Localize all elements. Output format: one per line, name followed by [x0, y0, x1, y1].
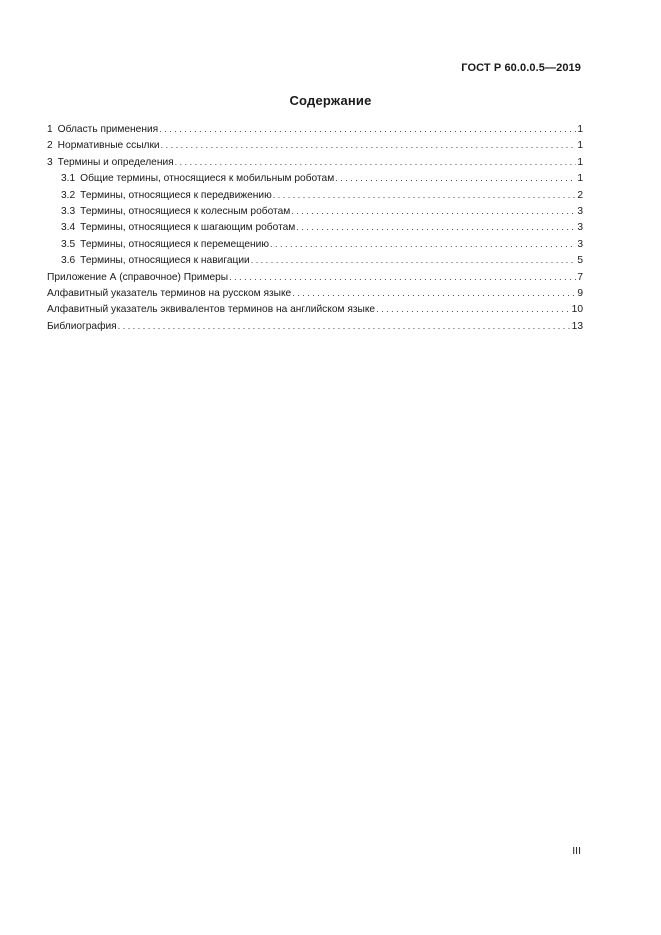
dot-leader: [175, 154, 577, 170]
toc-entry-number: 3.3: [61, 205, 76, 217]
document-code: ГОСТ Р 60.0.0.5—2019: [461, 62, 581, 74]
dot-leader: [161, 137, 577, 153]
toc-entry-label: Область применения: [57, 124, 159, 135]
toc-entry-label: Термины, относящиеся к перемещению: [80, 238, 270, 250]
toc-entry-label: Термины, относящиеся к передвижению: [80, 189, 272, 201]
dot-leader: [296, 219, 576, 235]
page-number: III: [572, 845, 581, 857]
dot-leader: [292, 285, 576, 301]
toc-entry-page: 1: [577, 124, 583, 135]
toc-entry-bibliography[interactable]: [47, 318, 583, 334]
toc-entry-page: 1: [577, 156, 583, 168]
toc-entry-index-russian[interactable]: [47, 285, 583, 301]
toc-entry-number: 3.4: [61, 222, 76, 234]
dot-leader: [229, 269, 576, 285]
dot-leader: [273, 187, 577, 203]
toc-entry-label: Термины, относящиеся к колесным роботам: [80, 205, 291, 217]
toc-entry-page: 3: [577, 222, 583, 234]
toc-entry-normative-references[interactable]: [47, 137, 583, 153]
toc-entry-label: Термины, относящиеся к шагающим роботам: [80, 222, 296, 234]
toc-entry-number: 3.2: [61, 189, 76, 201]
toc-entry-3-5[interactable]: [47, 236, 583, 252]
toc-entry-number: 3.5: [61, 238, 76, 250]
toc-entry-page: 9: [577, 287, 583, 299]
toc-entry-scope[interactable]: [47, 121, 583, 137]
dot-leader: [118, 318, 571, 334]
toc-entry-label: Приложение А (справочное) Примеры: [47, 271, 229, 283]
toc-entry-number: 1: [47, 124, 53, 135]
toc-entry-number: 3.6: [61, 255, 76, 267]
dot-leader: [270, 236, 576, 252]
dot-leader: [251, 252, 577, 268]
dot-leader: [291, 203, 576, 219]
toc-entry-label: Библиография: [47, 320, 117, 332]
toc-entry-3-4[interactable]: [47, 219, 583, 235]
toc-entry-label: Алфавитный указатель эквивалентов терминов на английском языке: [47, 304, 376, 316]
toc-title: Содержание: [289, 93, 372, 108]
toc-entry-page: 3: [577, 205, 583, 217]
toc-entry-page: 1: [577, 140, 583, 152]
toc-entry-3-1[interactable]: [47, 170, 583, 186]
toc-entry-label: Алфавитный указатель терминов на русском языке: [47, 287, 292, 299]
toc-entry-page: 13: [571, 320, 583, 332]
dot-leader: [335, 170, 576, 186]
toc-entry-3-6[interactable]: [47, 252, 583, 268]
toc-entry-page: 7: [577, 271, 583, 283]
toc-entry-label: Нормативные ссылки: [57, 140, 160, 152]
toc-entry-label: Термины, относящиеся к навигации: [80, 255, 250, 267]
toc-entry-number: 3.1: [61, 173, 76, 185]
toc-entry-terms-definitions[interactable]: [47, 154, 583, 170]
toc-entry-label: Термины и определения: [57, 156, 174, 168]
toc-entry-label: Общие термины, относящиеся к мобильным роботам: [80, 173, 335, 185]
table-of-contents: [47, 121, 583, 334]
toc-entry-number: 2: [47, 140, 53, 152]
toc-entry-page: 10: [571, 304, 583, 316]
toc-entry-page: 2: [577, 189, 583, 201]
toc-entry-page: 1: [577, 173, 583, 185]
toc-entry-index-english[interactable]: [47, 301, 583, 317]
toc-entry-page: 3: [577, 238, 583, 250]
dot-leader: [376, 301, 571, 317]
toc-entry-appendix-a[interactable]: [47, 269, 583, 285]
toc-entry-3-2[interactable]: [47, 187, 583, 203]
dot-leader: [159, 121, 576, 137]
toc-entry-3-3[interactable]: [47, 203, 583, 219]
toc-entry-number: 3: [47, 156, 53, 168]
toc-entry-page: 5: [577, 255, 583, 267]
